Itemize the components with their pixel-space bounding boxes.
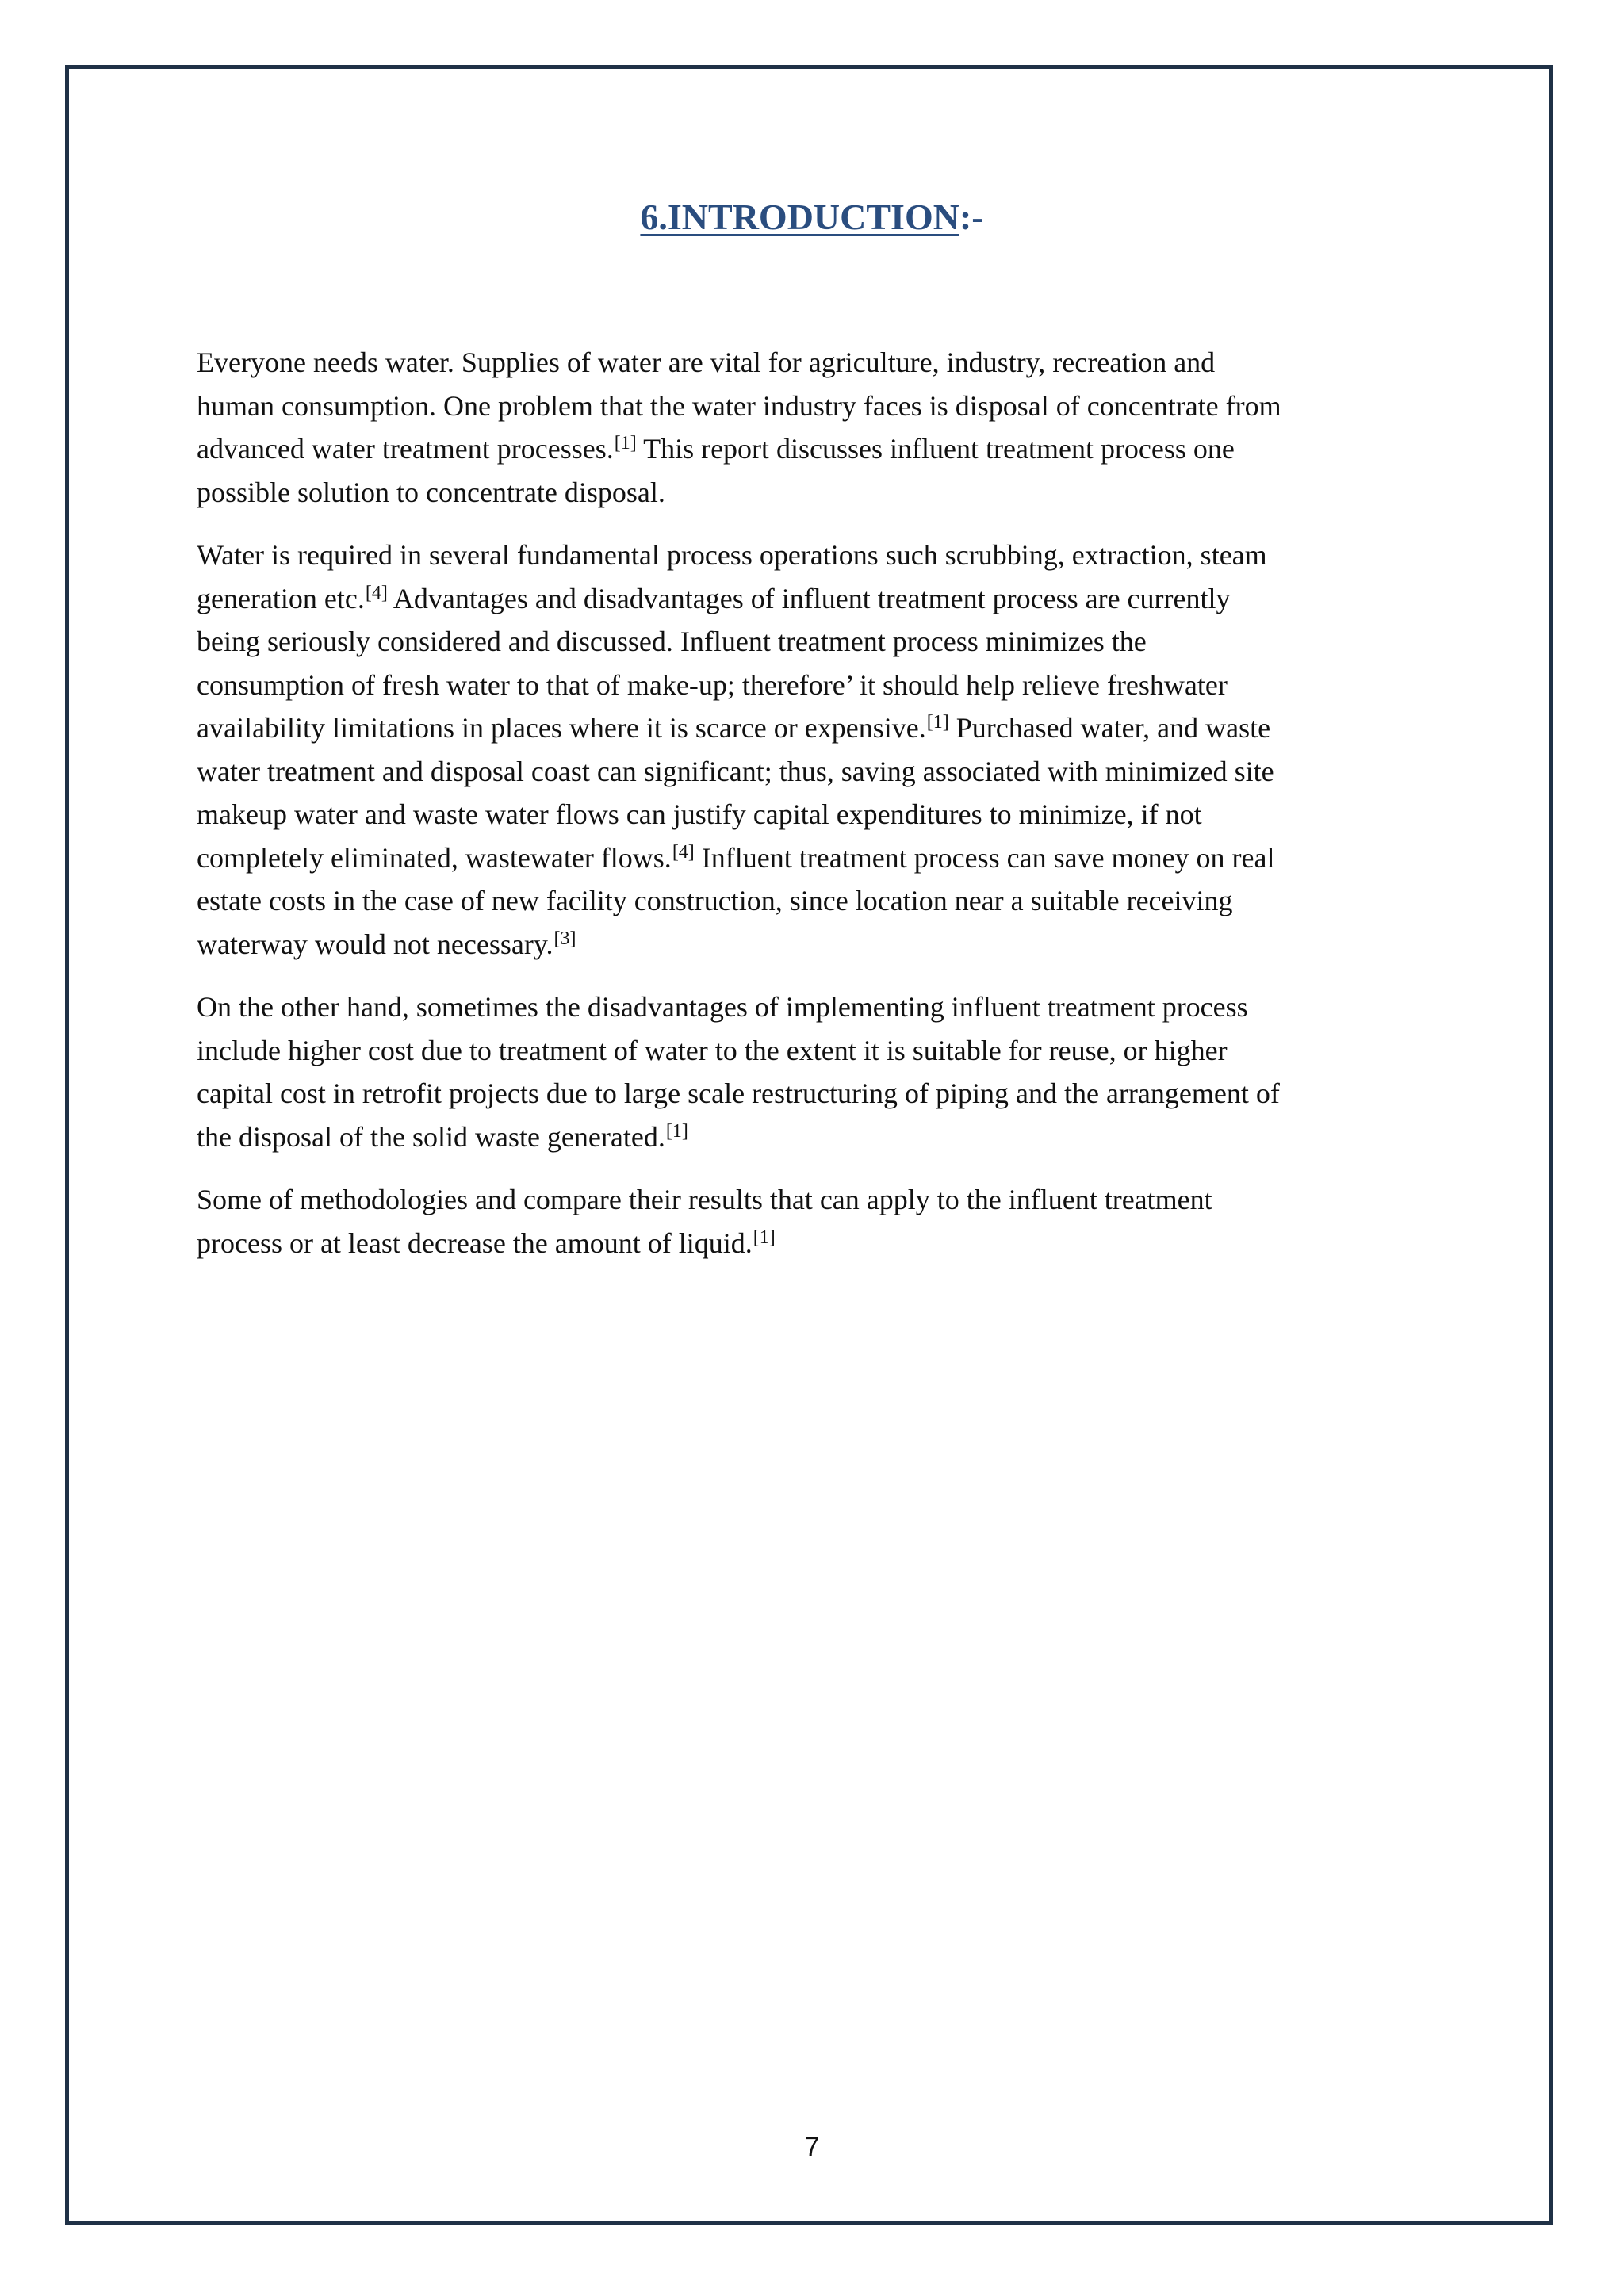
citation-marker: [4]	[672, 841, 695, 863]
citation-marker: [1]	[665, 1120, 688, 1142]
text-line: availability limitations in places where it is scarce or expensive.	[197, 712, 926, 744]
paragraph	[197, 341, 1465, 514]
text-line: makeup water and waste water flows can justify capital expenditures to minimize, if not	[197, 798, 1202, 830]
body-text	[197, 341, 1465, 1284]
text-line: capital cost in retrofit projects due to large scale restructuring of piping and the arrangement of	[197, 1077, 1280, 1109]
text-line-continuation: Advantages and disadvantages of influent treatment process are currently	[387, 582, 1231, 614]
text-line-continuation: This report discusses influent treatment process one	[636, 433, 1235, 465]
section-heading	[0, 193, 1624, 241]
paragraph	[197, 985, 1465, 1158]
text-line: advanced water treatment processes.	[197, 433, 614, 465]
text-line: possible solution to concentrate disposal.	[197, 476, 665, 508]
text-line: Water is required in several fundamental process operations such scrubbing, extraction, steam	[197, 539, 1267, 571]
text-line: water treatment and disposal coast can significant; thus, saving associated with minimized site	[197, 755, 1274, 787]
text-line: completely eliminated, wastewater flows.	[197, 841, 672, 874]
text-line: being seriously considered and discussed. Influent treatment process minimizes the	[197, 626, 1147, 657]
section-heading-text: 6.INTRODUCTION	[640, 197, 959, 237]
text-line: the disposal of the solid waste generated.	[197, 1120, 665, 1153]
text-line: include higher cost due to treatment of water to the extent it is suitable for reuse, or higher	[197, 1034, 1228, 1066]
text-line-continuation: Influent treatment process can save money on real	[694, 841, 1275, 874]
text-line: consumption of fresh water to that of make-up; therefore’ it should help relieve freshwater	[197, 668, 1228, 701]
text-line: human consumption. One problem that the water industry faces is disposal of concentrate from	[197, 389, 1281, 422]
citation-marker: [3]	[553, 928, 576, 949]
text-line: On the other hand, sometimes the disadvantages of implementing influent treatment process	[197, 991, 1248, 1023]
text-line: Some of methodologies and compare their results that can apply to the influent treatment	[197, 1184, 1212, 1215]
citation-marker: [1]	[614, 433, 637, 453]
text-line-continuation: Purchased water, and waste	[948, 712, 1271, 744]
section-heading-suffix: :-	[959, 197, 984, 237]
text-line: estate costs in the case of new facility construction, since location near a suitable receiving	[197, 885, 1233, 916]
text-line: generation etc.	[197, 582, 365, 614]
paragraph	[197, 534, 1465, 966]
text-line: process or at least decrease the amount of liquid.	[197, 1226, 753, 1259]
citation-marker: [1]	[753, 1226, 776, 1248]
paragraph	[197, 1178, 1465, 1265]
citation-marker: [1]	[926, 712, 949, 733]
citation-marker: [4]	[365, 582, 388, 603]
page-number: 7	[804, 2132, 820, 2162]
text-line: Everyone needs water. Supplies of water are vital for agriculture, industry, recreation and	[197, 346, 1216, 378]
text-line: waterway would not necessary.	[197, 928, 553, 960]
